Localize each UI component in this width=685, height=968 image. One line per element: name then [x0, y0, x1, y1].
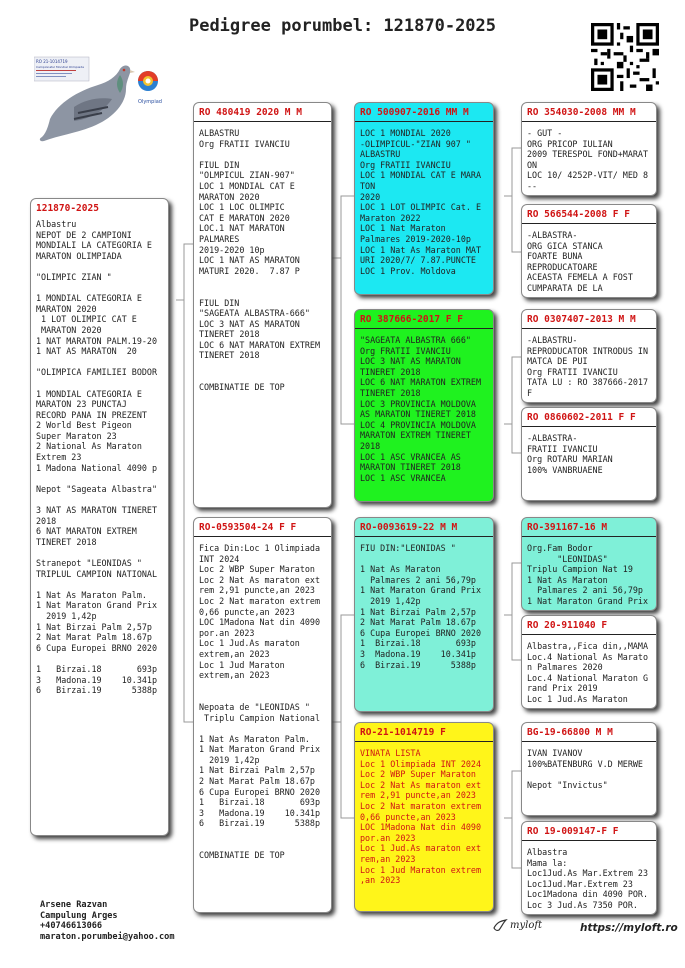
- ggp-fff-divider: [522, 121, 656, 122]
- ggp-mmm-details: Albastra Mama la: Loc1Jud.As Mar.Extrem 23 Loc1Jud.Mar.Extrem 23 Loc1Madona din 4090 POR. Loc 3 Jud.As 7350 POR.: [527, 847, 649, 910]
- ggp-fmm-details: -ALBASTRA- FRATII IVANCIU Org ROTARU MARIAN 100% VANBRUAENE: [527, 433, 613, 475]
- ggp-fmf-divider: [522, 328, 656, 329]
- paternal-grandfather-divider: [355, 121, 493, 122]
- ggp-mmf-card[interactable]: [521, 722, 657, 816]
- maternal-grandmother-details: VINATA LISTA Loc 1 Olimpiada INT 2024 Loc 2 WBP Super Maraton Loc 2 Nat As maraton ext rem 2,91 puncte,an 2023 Loc 2 Nat maraton extrem 0,66 puncte,an 2023 LOC 1Madona Nat din 4090 por.an 2023 Loc 1 Jud.As maraton ext rem,an 2023 Loc 1 Jud Maraton extrem ,an 2023: [360, 748, 482, 886]
- father-divider: [194, 121, 331, 122]
- ggp-mmm-card[interactable]: [521, 821, 657, 915]
- mother-card[interactable]: [193, 517, 332, 913]
- paternal-grandfather-ring: RO 500907-2016 MM M: [360, 107, 469, 118]
- subject-card[interactable]: [30, 198, 169, 836]
- ggp-mmm-ring: RO 19-009147-F F: [527, 826, 619, 837]
- ggp-ffm-card[interactable]: [521, 204, 657, 298]
- ggp-mfm-ring: RO 20-911040 F: [527, 620, 608, 631]
- owner-email[interactable]: maraton.porumbei@yahoo.com: [40, 931, 175, 942]
- myloft-brand: myloft: [510, 920, 543, 931]
- ggp-fff-card[interactable]: [521, 102, 657, 196]
- maternal-grandmother-card[interactable]: [354, 722, 494, 912]
- ggp-mmf-ring: BG-19-66800 M M: [527, 727, 613, 738]
- ggp-mff-ring: RO-391167-16 M: [527, 522, 608, 533]
- ggp-mff-divider: [522, 536, 656, 537]
- myloft-bird-icon: [492, 918, 508, 934]
- father-details: ALBASTRU Org FRATII IVANCIU FIUL DIN "OLMPICUL ZIAN-907" LOC 1 MONDIAL CAT E MARATON 2020 LOC 1 LOC OLIMPIC CAT E MARATON 2020 LOC.1 NAT MARATON PALMARES 2019-2020 10p LOC 1 NAT AS MARATON MATURI 2020. 7.87 P FIUL DIN "SAGEATA ALBASTRA-666" LOC 3 NAT AS MARATON TINERET 2018 LOC 6 NAT MARATON EXTREM TINERET 2018 COMBINATIE DE TOP: [199, 128, 321, 393]
- photo-card-ring: RO 21-1014719: [36, 59, 68, 64]
- ggp-ffm-details: -ALBASTRA- ORG GICA STANCA FOARTE BUNA REPRODUCATOARE ACEASTA FEMELA A FOST CUMPARATA DE LA: [527, 230, 633, 293]
- mother-details: Fica Din:Loc 1 Olimpiada INT 2024 Loc 2 WBP Super Maraton Loc 2 Nat As maraton ext rem 2,91 puncte,an 2023 Loc 2 Nat maraton extrem 0,66 puncte,an 2023 LOC 1Madona Nat din 4090 por.an 2023 Loc 1 Jud.As maraton extrem,an 2023 Loc 1 Jud Maraton extrem,an 2023 Nepoata de "LEONIDAS " Triplu Campion National 1 Nat As Maraton Palm. 1 Nat Maraton Grand Prix 2019 1,42p 1 Nat Birzai Palm 2,57p 2 Nat Marat Palm 18.67p 6 Cupa Europei BRNO 2020 1 Birzai.18 693p 3 Madona.19 10.341p 6 Birzai.19 5388p COMBINATIE DE TOP: [199, 543, 321, 861]
- ggp-fff-ring: RO 354030-2008 MM M: [527, 107, 636, 118]
- ggp-fff-details: - GUT - ORG PRICOP IULIAN 2009 TERESPOL FOND+MARAT ON LOC 10/ 4252P-VIT/ MED 8 --: [527, 128, 649, 191]
- owner-name: Arsene Razvan: [40, 900, 108, 910]
- ggp-ffm-ring: RO 566544-2008 F F: [527, 209, 630, 220]
- maternal-grandmother-divider: [355, 741, 493, 742]
- ggp-mfm-details: Albastra,,Fica din,,MAMA Loc.4 National As Marato n Palmares 2020 Loc.4 National Maraton G rand Prix 2019 Loc 1 Jud.As Maraton: [527, 641, 649, 704]
- ggp-mfm-divider: [522, 634, 656, 635]
- ggp-mfm-card[interactable]: [521, 615, 657, 709]
- subject-details: Albastru NEPOT DE 2 CAMPIONI MONDIALI LA CATEGORIA E MARATON OLIMPIADA "OLIMPIC ZIAN " 1 MONDIAL CATEGORIA E MARATON 2020 1 LOT OLIMPIC CAT E MARATON 2020 1 NAT MARATON PALM.19-20 1 NAT AS MARATON 20 "OLIMPICA FAMILIEI BODOR 1 MONDIAL CATEGORIA E MARATON 23 PUNCTAJ RECORD PANA IN PREZENT 2 World Best Pigeon Super Maraton 23 2 National As Maraton Extrem 23 1 Madona National 4090 p Nepot "Sageata Albastra" 3 NAT AS MARATON TINERET 2018 6 NAT MARATON EXTREM TINERET 2018 Stranepot "LEONIDAS " TRIPLUL CAMPION NATIONAL 1 Nat As Maraton Palm. 1 Nat Maraton Grand Prix 2019 1,42p 1 Nat Birzai Palm 2,57p 2 Nat Marat Palm 18.67p 6 Cupa Europei BRNO 2020 1 Birzai.18 693p 3 Madona.19 10.341p 6 Birzai.19 5388p: [36, 219, 158, 696]
- ggp-fmm-divider: [522, 426, 656, 427]
- maternal-grandfather-details: FIU DIN:"LEONIDAS " 1 Nat As Maraton Palmares 2 ani 56,79p 1 Nat Maraton Grand Prix 2019 1,42p 1 Nat Birzai Palm 2,57p 2 Nat Marat Palm 18.67p 6 Cupa Europei BRNO 2020 1 Birzai.18 693p 3 Madona.19 10.341p 6 Birzai.19 5388p: [360, 543, 482, 670]
- subject-ring: 121870-2025: [36, 203, 99, 214]
- paternal-grandfather-details: LOC 1 MONDIAL 2020 -OLIMPICUL-"ZIAN 907 " ALBASTRU Org FRATII IVANCIU LOC 1 MONDIAL CAT E MARA TON 2020 LOC 1 LOT OLIMPIC Cat. E Maraton 2022 LOC 1 Nat Maraton Palmares 2019-2020-10p LOC 1 Nat As Maraton MAT URI 2020/7/ 7.87.PUNCTE LOC 1 Prov. Moldova: [360, 128, 482, 276]
- maternal-grandfather-card[interactable]: [354, 517, 494, 712]
- paternal-grandmother-divider: [355, 328, 493, 329]
- ggp-mff-details: Org.Fam Bodor "LEONIDAS" Triplu Campion Nat 19 1 Nat As Maraton Palmares 2 ani 56,79p 1 Nat Maraton Grand Prix: [527, 543, 649, 606]
- ggp-fmm-ring: RO 0860602-2011 F F: [527, 412, 636, 423]
- maternal-grandfather-divider: [355, 536, 493, 537]
- father-ring: RO 480419 2020 M M: [199, 107, 302, 118]
- mother-divider: [194, 536, 331, 537]
- ggp-fmf-ring: RO 0307407-2013 M M: [527, 314, 636, 325]
- paternal-grandmother-ring: RO 387666-2017 F F: [360, 314, 463, 325]
- mother-ring: RO-0593504-24 F F: [199, 522, 297, 533]
- ggp-ffm-divider: [522, 223, 656, 224]
- ggp-mmf-details: IVAN IVANOV 100%BATENBURG V.D MERWE Nepot "Invictus": [527, 748, 643, 790]
- paternal-grandmother-details: "SAGEATA ALBASTRA 666" Org FRATII IVANCIU LOC 3 NAT AS MARATON TINERET 2018 LOC 6 NAT MARATON EXTREM TINERET 2018 LOC 3 PROVINCIA MOLDOVA AS MARATON TINERET 2018 LOC 4 PROVINCIA MOLDOVA MARATON EXTREM TINERET 2018 LOC 1 ASC VRANCEA AS MARATON TINERET 2018 LOC 1 ASC VRANCEA: [360, 335, 482, 483]
- father-card[interactable]: [193, 102, 332, 508]
- maternal-grandfather-ring: RO-0093619-22 M M: [360, 522, 458, 533]
- ggp-mmm-divider: [522, 840, 656, 841]
- photo-card-text: Campionatul Mondial Olimpiada: [36, 65, 84, 69]
- ggp-mff-card[interactable]: [521, 517, 657, 611]
- paternal-grandfather-card[interactable]: [354, 102, 494, 295]
- paternal-grandmother-card[interactable]: [354, 309, 494, 502]
- ggp-fmf-details: -ALBASTRU- REPRODUCATOR INTRODUS IN MATCA DE PUI Org FRATII IVANCIU TATA LU : RO 387666-2017 F: [527, 335, 649, 398]
- olympiad-logo-text: Olympiad: [138, 99, 162, 105]
- owner-city: Campulung Arges: [40, 910, 118, 921]
- ggp-fmm-card[interactable]: [521, 407, 657, 501]
- owner-contact: [40, 900, 175, 942]
- page-title: Pedigree porumbel: 121870-2025: [188, 16, 497, 36]
- owner-phone: +40746613066: [40, 921, 103, 931]
- maternal-grandmother-ring: RO-21-1014719 F: [360, 727, 446, 738]
- myloft-link[interactable]: https://myloft.ro: [580, 922, 678, 934]
- ggp-fmf-card[interactable]: [521, 309, 657, 403]
- ggp-mmf-divider: [522, 741, 656, 742]
